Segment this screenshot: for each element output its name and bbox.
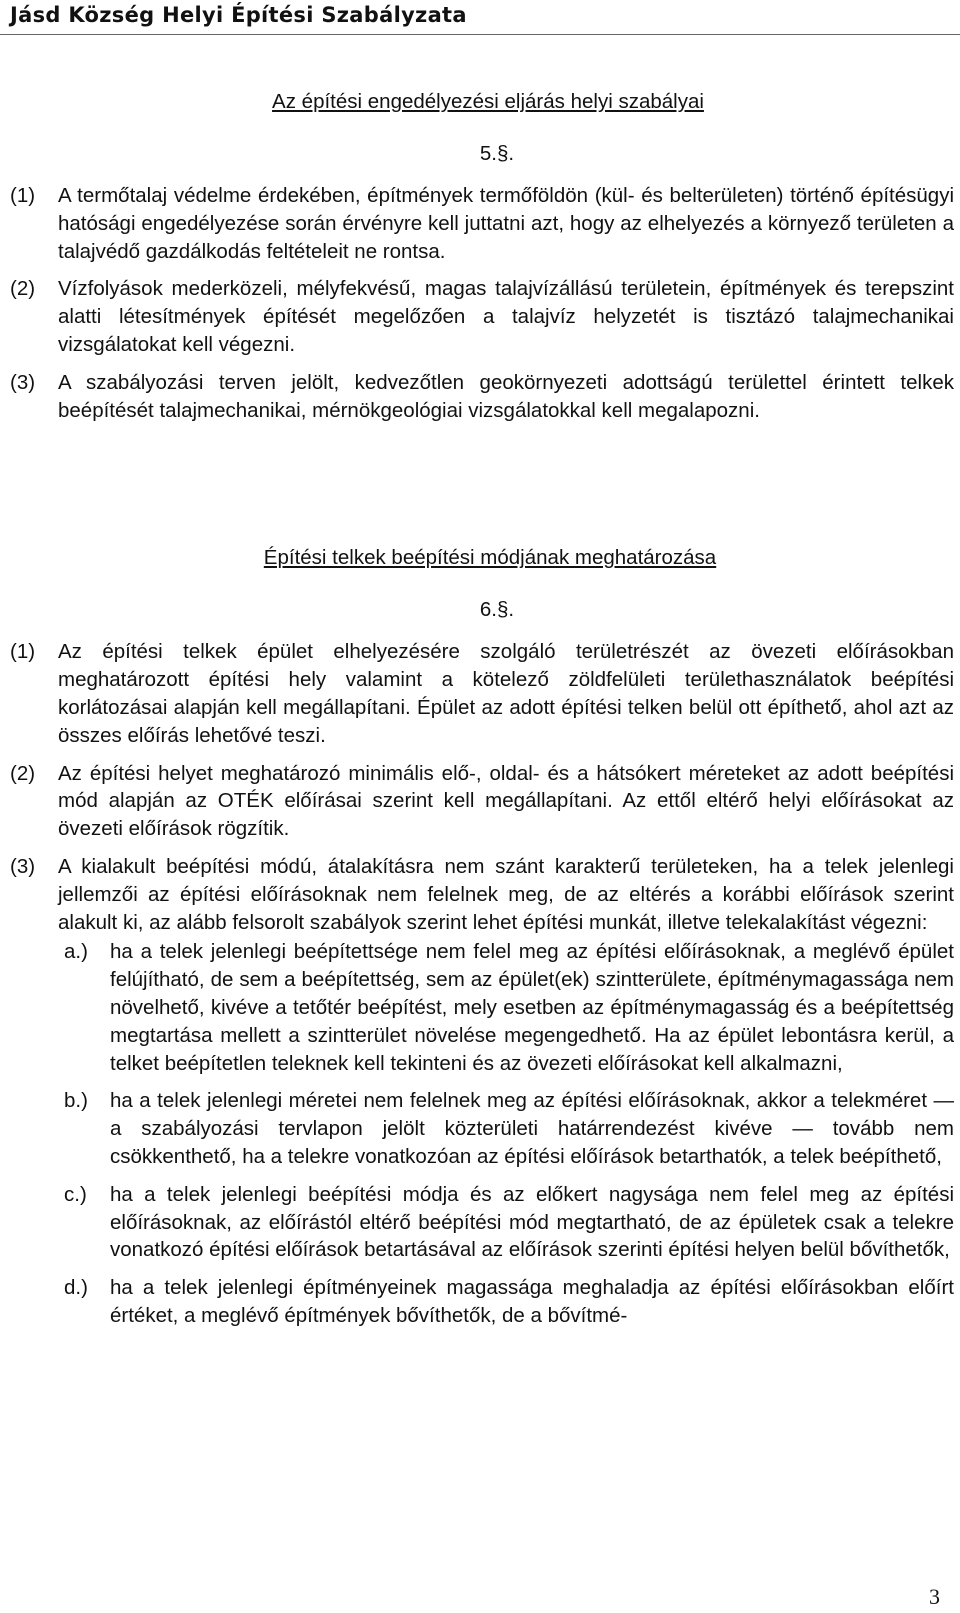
page-header [0,0,960,34]
section-number-5: 5.§. [479,142,515,165]
paragraph-6-1 [10,638,954,749]
paragraph-number: (1) [10,640,36,664]
paragraph-6-3 [10,853,954,936]
list-item-text: ha a telek jelenlegi beépítési módja és az előkert nagysága nem felel meg az építési előírásoknak, az előírástól eltérő beépítési mód megtartható, de az épületek csak a telekre vonatkozó építési előírások betartásával az előírások szerinti építési helyen belül bővíthetők, [110,1182,954,1262]
page-number: 3 [929,1584,940,1609]
chapter-title-building-mode: Építési telkek beépítési módjának meghatározása [263,546,717,570]
header-divider [0,34,960,35]
paragraph-text: A kialakult beépítési módú, átalakításra nem szánt karakterű területeken, ha a telek jelenlegi jellemzői az építési előírásoknak nem felelnek meg, de az eltérés a korábbi előírások szerint alakult ki, az alább felsorolt szabályok szerint lehet építési munkát, illetve telekalakítást végezni: [58,854,954,934]
list-item-text: ha a telek jelenlegi építményeinek magassága meghaladja az építési előírásokban előírt értéket, a meglévő építmények bővíthetők, de a bővítmé- [110,1276,954,1327]
section-number-6: 6.§. [479,598,515,622]
list-item-label: d.) [64,1276,88,1300]
paragraph-5-3 [10,369,954,425]
list-item-label: c.) [64,1182,87,1206]
list-item [58,1181,954,1264]
paragraph-text: Az építési helyet meghatározó minimális elő-, oldal- és a hátsókert méreteket az adott beépítési mód alapján az OTÉK előírásai szerint kell megállapítani. Az ettől eltérő helyi előírásokat az övezeti előírások rögzítik. [58,761,954,841]
chapter-title-procedure: Az építési engedélyezési eljárás helyi szabályai [272,90,704,113]
paragraph-text: A termőtalaj védelme érdekében, építmények termőföldön (kül- és belterületen) történő építésügyi hatósági engedélyezése során érvényre kell juttatni azt, hogy az elhelyezés a környező területen a talajvédő gazdálkodás feltételeit ne rontsa. [58,184,954,263]
list-item [58,938,954,1077]
list-item [58,1087,954,1170]
paragraph-number: (3) [10,370,36,394]
paragraph-5-2 [10,275,954,358]
paragraph-text: Az építési telkek épület elhelyezésére szolgáló területrészét az övezeti előírásokban meghatározott építési hely valamint a kötelező zöldfelületi területhasználatok beépítési korlátozásai alapján kell megállapítani. Épület az adott építési telken belül ott építhető, ahol azt az összes előírás lehetővé teszi. [58,640,954,747]
list-item [58,1274,954,1330]
paragraph-6-2 [10,760,954,843]
paragraph-number: (2) [10,277,36,301]
list-item-label: a.) [64,940,88,964]
paragraph-text: A szabályozási terven jelölt, kedvezőtlen geokörnyezeti adottságú területtel érintett telkek beépítését talajmechanikai, mérnökgeológiai vizsgálatokkal kell megalapozni. [58,370,954,422]
rule-list [58,938,954,1329]
spacer [10,434,954,544]
list-item-text: ha a telek jelenlegi beépítettsége nem felel meg az építési előírásoknak, a meglévő épület felújítható, de sem a beépítettség, sem az épület(ek) szintterülete, építménymagassága nem növelhető, kivéve a tetőtér beépítést, mely esetben az építménymagasság és a beépítettség megtartása mellett a szintterület növelése megengedhető. Ha az épület lebontásra kerül, a telket beépítetlen teleknek kell tekinteni és az övezeti előírásokat kell alkalmazni, [110,940,954,1075]
paragraph-number: (1) [10,184,36,207]
document-title: Jásd Község Helyi Építési Szabályzata [10,3,467,27]
paragraph-5-1 [10,182,954,265]
paragraph-number: (2) [10,761,36,785]
list-item-label: b.) [64,1089,88,1113]
list-item-text: ha a telek jelenlegi méretei nem felelnek meg az építési előírásoknak, akkor a telekméret — a szabályozási tervlapon jelölt közterületi határrendezést kivéve — tovább nem csökkenthető, ha a telekre vonatkozóan az építési előírások betarthatók, a telek beépíthető, [110,1089,954,1168]
paragraph-text: Vízfolyások mederközeli, mélyfekvésű, magas talajvízállású területein, építmények és terepszint alatti létesítmények építését megelőzően a talajvíz helyzetét is tisztázó talajmechanikai vizsgálatokat kell végezni. [58,277,954,356]
paragraph-number: (3) [10,854,36,878]
document-body [10,88,954,1340]
